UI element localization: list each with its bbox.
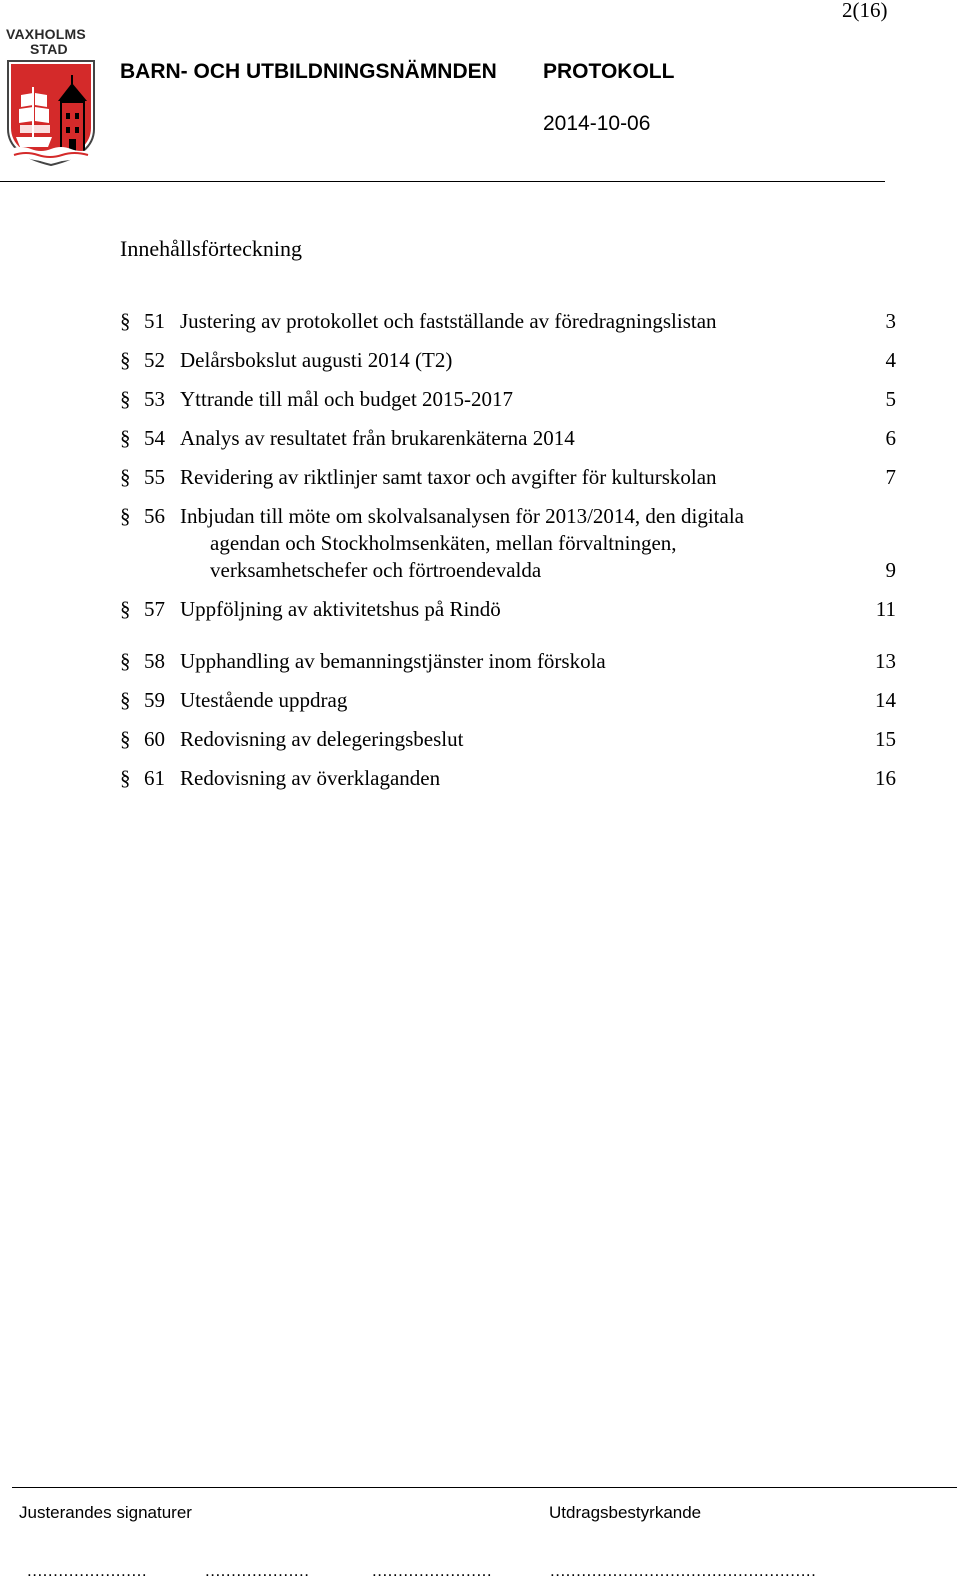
toc-entry-title	[180, 308, 896, 335]
toc-entry	[120, 386, 896, 413]
toc-entry-page: 13	[875, 649, 896, 673]
toc-entry-title	[180, 347, 896, 374]
logo-text	[6, 27, 98, 57]
toc-entry-title-line: Yttrande till mål och budget 2015-2017	[180, 387, 514, 411]
toc-entry-title-line: Uppföljning av aktivitetshus på Rindö	[180, 597, 501, 621]
toc-entry-page: 3	[885, 309, 896, 333]
toc-entry-page: 5	[885, 387, 896, 411]
signature-line-2: ....................	[205, 1561, 310, 1580]
toc-entry	[120, 687, 896, 714]
toc-entry-page: 4	[885, 348, 896, 372]
toc-entry	[120, 308, 896, 335]
toc-entry-title	[180, 726, 896, 753]
toc-entry-number: 59	[144, 688, 165, 712]
toc-entry-title	[180, 687, 896, 714]
section-symbol: §	[120, 387, 131, 411]
toc-entry	[120, 503, 896, 584]
toc-entry-number: 55	[144, 465, 165, 489]
page-number: 2(16)	[842, 0, 888, 22]
toc-entry-title	[180, 596, 896, 623]
section-symbol: §	[120, 309, 131, 333]
toc-entry-title	[180, 503, 896, 584]
toc-entry-title-line: Inbjudan till möte om skolvalsanalysen för 2013/2014, den digitala	[180, 504, 744, 528]
toc-entry-page: 15	[875, 727, 896, 751]
section-symbol: §	[120, 597, 131, 621]
signature-line-1: .......................	[27, 1561, 148, 1580]
section-symbol: §	[120, 766, 131, 790]
section-symbol: §	[120, 649, 131, 673]
logo-line-1: VAXHOLMS	[6, 26, 86, 42]
board-name: BARN- OCH UTBILDNINGSNÄMNDEN	[120, 60, 497, 83]
municipality-logo	[6, 27, 98, 167]
toc-entry-title-line: Utestående uppdrag	[180, 688, 348, 712]
toc-entry-title-line: Analys av resultatet från brukarenkäterna 2014	[180, 426, 575, 450]
toc-entry-number: 60	[144, 727, 165, 751]
toc-entry-title	[180, 464, 896, 491]
document-type: PROTOKOLL	[543, 60, 675, 83]
toc-entry-page: 16	[875, 766, 896, 790]
toc-entry	[120, 596, 896, 623]
section-symbol: §	[120, 504, 131, 528]
section-symbol: §	[120, 348, 131, 372]
toc-entry-number: 61	[144, 766, 165, 790]
toc-entry-title-line: agendan och Stockholmsenkäten, mellan förvaltningen,	[210, 531, 677, 555]
toc-entry	[120, 726, 896, 753]
logo-line-2: STAD	[30, 41, 68, 57]
toc-entry	[120, 464, 896, 491]
toc-entry-page: 11	[875, 597, 896, 621]
toc-entry-title-line: Delårsbokslut augusti 2014 (T2)	[180, 348, 453, 372]
toc-entry-title	[180, 765, 896, 792]
toc-entry-number: 51	[144, 309, 165, 333]
toc-entry	[120, 425, 896, 452]
extract-signature-line: ...................................................	[550, 1561, 817, 1580]
table-of-contents	[120, 296, 896, 792]
section-symbol: §	[120, 727, 131, 751]
toc-entry-title-line: verksamhetschefer och förtroendevalda	[210, 558, 542, 582]
toc-entry-number: 53	[144, 387, 165, 411]
section-symbol: §	[120, 688, 131, 712]
toc-entry-page: 7	[885, 465, 896, 489]
toc-entry	[120, 648, 896, 675]
signature-line-3: .......................	[372, 1561, 493, 1580]
footer-divider	[12, 1487, 957, 1488]
coat-of-arms-icon	[6, 59, 96, 167]
toc-entry-title	[180, 648, 896, 675]
toc-entry-title-line: Redovisning av överklaganden	[180, 766, 441, 790]
meeting-date: 2014-10-06	[543, 112, 651, 135]
toc-entry-number: 57	[144, 597, 165, 621]
toc-entry	[120, 347, 896, 374]
toc-entry-title-line: Justering av protokollet och fastställande av föredragningslistan	[180, 309, 717, 333]
toc-entry-title-line: Revidering av riktlinjer samt taxor och avgifter för kulturskolan	[180, 465, 717, 489]
toc-entry-page: 14	[875, 688, 896, 712]
toc-entry-number: 58	[144, 649, 165, 673]
extract-certification-label: Utdragsbestyrkande	[549, 1503, 702, 1522]
toc-entry-title-line: Redovisning av delegeringsbeslut	[180, 727, 464, 751]
section-symbol: §	[120, 426, 131, 450]
toc-entry-number: 56	[144, 504, 165, 528]
toc-entry	[120, 765, 896, 792]
toc-entry-title	[180, 386, 896, 413]
header-divider	[0, 181, 885, 182]
signatures-label: Justerandes signaturer	[19, 1503, 192, 1522]
toc-entry-title	[180, 425, 896, 452]
toc-entry-page: 9	[885, 558, 896, 582]
toc-heading: Innehållsförteckning	[120, 236, 303, 261]
toc-entry-number: 54	[144, 426, 165, 450]
toc-entry-number: 52	[144, 348, 165, 372]
section-symbol: §	[120, 465, 131, 489]
toc-entry-page: 6	[885, 426, 896, 450]
toc-entry-title-line: Upphandling av bemanningstjänster inom förskola	[180, 649, 606, 673]
